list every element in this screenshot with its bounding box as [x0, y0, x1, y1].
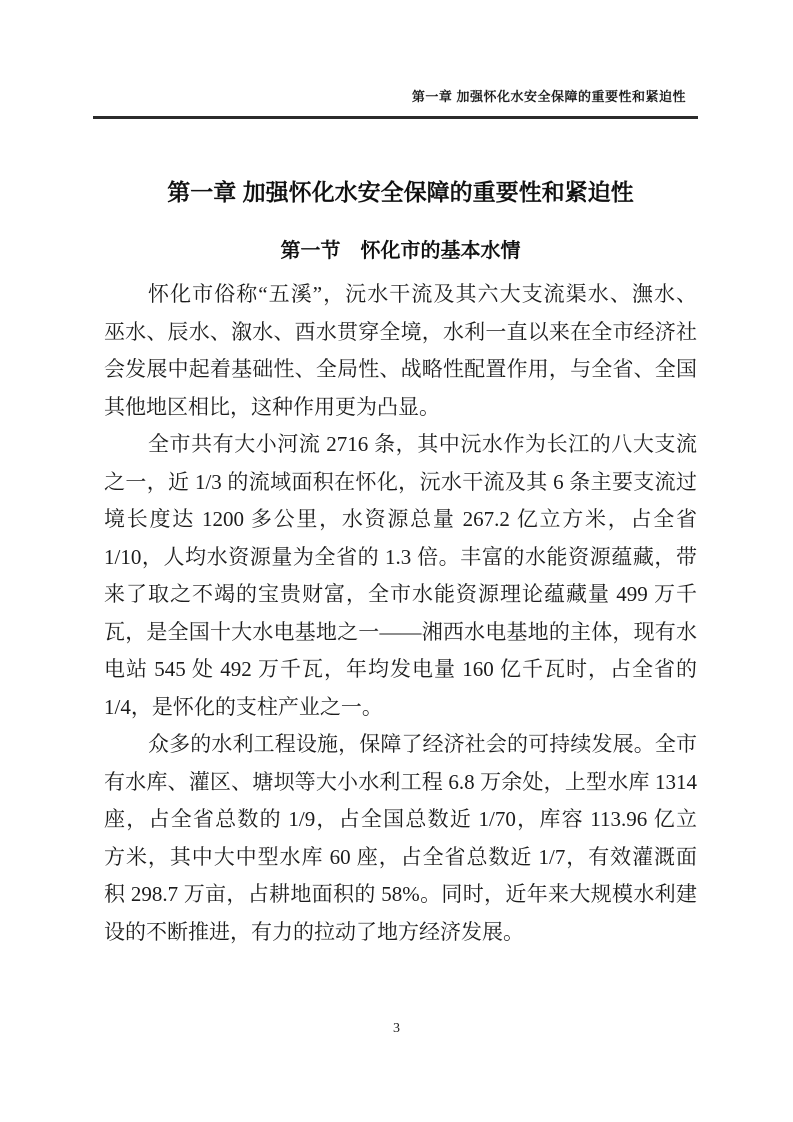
section-title: 第一节 怀化市的基本水情 — [280, 239, 521, 262]
text-line: 全市共有大小河流 2716 条，其中沅水作为长江的八大支流 — [148, 432, 697, 456]
paragraph-2 — [104, 426, 697, 726]
text-line: 方米，其中大中型水库 60 座，占全省总数近 1/7，有效灌溉面 — [104, 844, 697, 869]
text-line: 瓦，是全国十大水电基地之一——湘西水电基地的主体，现有水 — [104, 619, 697, 644]
chapter-title: 第一章 加强怀化水安全保障的重要性和紧迫性 — [167, 179, 634, 206]
text-line: 座，占全省总数的 1/9，占全国总数近 1/70，库容 113.96 亿立 — [104, 807, 697, 831]
text-line: 1/4，是怀化的支柱产业之一。 — [104, 694, 383, 719]
body-text — [104, 276, 697, 951]
text-line: 众多的水利工程设施，保障了经济社会的可持续发展。全市 — [148, 732, 697, 756]
text-line: 来了取之不竭的宝贵财富，全市水能资源理论蕴藏量 499 万千 — [104, 582, 697, 606]
header-rule — [93, 116, 698, 119]
text-line: 会发展中起着基础性、全局性、战略性配置作用，与全省、全国 — [104, 357, 697, 381]
text-line: 其他地区相比，这种作用更为凸显。 — [104, 394, 440, 419]
text-line: 巫水、辰水、溆水、酉水贯穿全境，水利一直以来在全市经济社 — [104, 319, 697, 344]
page-number: 3 — [393, 1021, 400, 1036]
paragraph-1 — [104, 276, 697, 426]
text-line: 1/10，人均水资源量为全省的 1.3 倍。丰富的水能资源蕴藏，带 — [104, 544, 697, 569]
paragraph-3 — [104, 726, 697, 951]
running-header: 第一章 加强怀化水安全保障的重要性和紧迫性 — [411, 89, 686, 104]
text-line: 怀化市俗称“五溪”，沅水干流及其六大支流渠水、潕水、 — [148, 282, 697, 306]
text-line: 电站 545 处 492 万千瓦，年均发电量 160 亿千瓦时，占全省的 — [104, 657, 697, 681]
text-line: 之一，近 1/3 的流域面积在怀化，沅水干流及其 6 条主要支流过 — [104, 469, 697, 494]
text-line: 境长度达 1200 多公里，水资源总量 267.2 亿立方米，占全省 — [104, 507, 697, 531]
text-line: 设的不断推进，有力的拉动了地方经济发展。 — [104, 919, 524, 944]
text-line: 有水库、灌区、塘坝等大小水利工程 6.8 万余处，上型水库 1314 — [104, 769, 697, 794]
text-line: 积 298.7 万亩，占耕地面积的 58%。同时，近年来大规模水利建 — [104, 882, 697, 906]
